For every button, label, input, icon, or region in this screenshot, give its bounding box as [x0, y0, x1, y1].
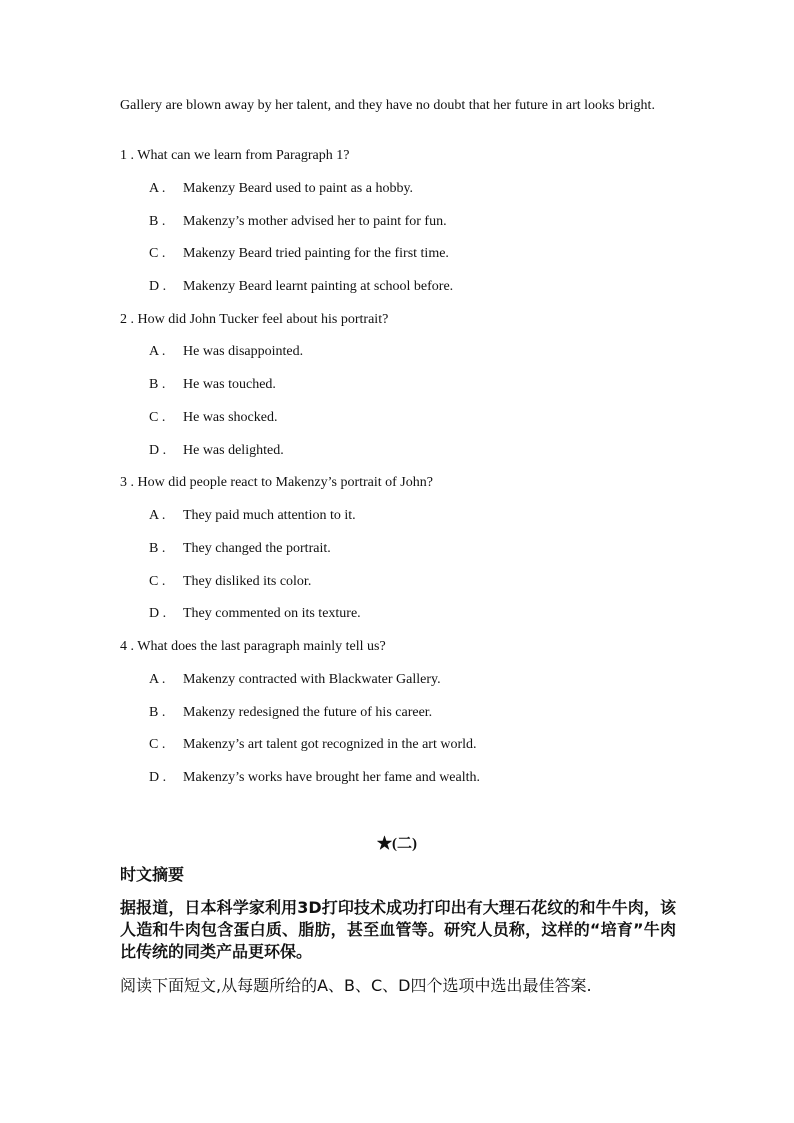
question-2-option-a	[149, 344, 303, 360]
option-text: They commented on its texture.	[183, 606, 361, 621]
question-3-option-c	[149, 574, 311, 590]
question-1-option-b	[149, 214, 447, 230]
option-text: Makenzy’s art talent got recognized in the art world.	[183, 737, 477, 752]
summary-paragraph: 据报道，日本科学家利用3D打印技术成功打印出有大理石花纹的和牛牛肉，该人造和牛肉包含蛋白质、脂肪，甚至血管等。研究人员称，这样的“培育”牛肉比传统的同类产品更环保。	[120, 898, 676, 961]
summary-heading: 时文摘要	[120, 865, 185, 884]
question-1-stem: 1 . What can we learn from Paragraph 1?	[120, 148, 350, 163]
option-letter: A .	[149, 672, 166, 687]
option-text: He was delighted.	[183, 443, 284, 458]
question-4-option-d	[149, 770, 480, 786]
question-4-stem: 4 . What does the last paragraph mainly tell us?	[120, 639, 386, 654]
question-2-stem: 2 . How did John Tucker feel about his portrait?	[120, 312, 389, 327]
question-2-option-c	[149, 410, 277, 426]
option-letter: B .	[149, 705, 166, 720]
question-1-option-c	[149, 246, 449, 262]
option-letter: B .	[149, 214, 166, 229]
option-text: He was shocked.	[183, 410, 278, 425]
option-letter: A .	[149, 344, 166, 359]
option-letter: D .	[149, 606, 167, 621]
option-letter: C .	[149, 246, 166, 261]
question-3-option-a	[149, 508, 356, 524]
option-text: He was touched.	[183, 377, 276, 392]
option-letter: A .	[149, 181, 166, 196]
option-letter: B .	[149, 377, 166, 392]
option-letter: D .	[149, 279, 167, 294]
option-letter: C .	[149, 574, 166, 589]
option-text: They paid much attention to it.	[183, 508, 356, 523]
question-3-stem: 3 . How did people react to Makenzy’s portrait of John?	[120, 475, 433, 490]
option-letter: D .	[149, 443, 167, 458]
option-text: Makenzy Beard learnt painting at school before.	[183, 279, 454, 294]
option-letter: B .	[149, 541, 166, 556]
option-text: They disliked its color.	[183, 574, 312, 589]
question-1-option-d	[149, 279, 453, 295]
question-1-option-a	[149, 181, 413, 197]
option-letter: C .	[149, 410, 166, 425]
option-text: Makenzy’s works have brought her fame and wealth.	[183, 770, 481, 785]
option-text: Makenzy’s mother advised her to paint for fun.	[183, 214, 447, 229]
question-4-option-a	[149, 672, 441, 688]
option-letter: C .	[149, 737, 166, 752]
reading-instruction: 阅读下面短文,从每题所给的A、B、C、D四个选项中选出最佳答案.	[120, 976, 592, 995]
section-title: ★(二)	[377, 836, 417, 852]
option-text: Makenzy contracted with Blackwater Gallery.	[183, 672, 441, 687]
option-text: He was disappointed.	[183, 344, 304, 359]
question-3-option-b	[149, 541, 331, 557]
question-2-option-b	[149, 377, 276, 393]
option-letter: D .	[149, 770, 167, 785]
question-4-option-c	[149, 737, 477, 753]
passage-continuation: Gallery are blown away by her talent, and they have no doubt that her future in art looks bright.	[120, 98, 655, 113]
option-text: Makenzy redesigned the future of his career.	[183, 705, 433, 720]
option-text: They changed the portrait.	[183, 541, 331, 556]
option-text: Makenzy Beard tried painting for the first time.	[183, 246, 449, 261]
question-3-option-d	[149, 606, 361, 622]
option-letter: A .	[149, 508, 166, 523]
option-text: Makenzy Beard used to paint as a hobby.	[183, 181, 414, 196]
question-4-option-b	[149, 705, 432, 721]
question-2-option-d	[149, 443, 284, 459]
